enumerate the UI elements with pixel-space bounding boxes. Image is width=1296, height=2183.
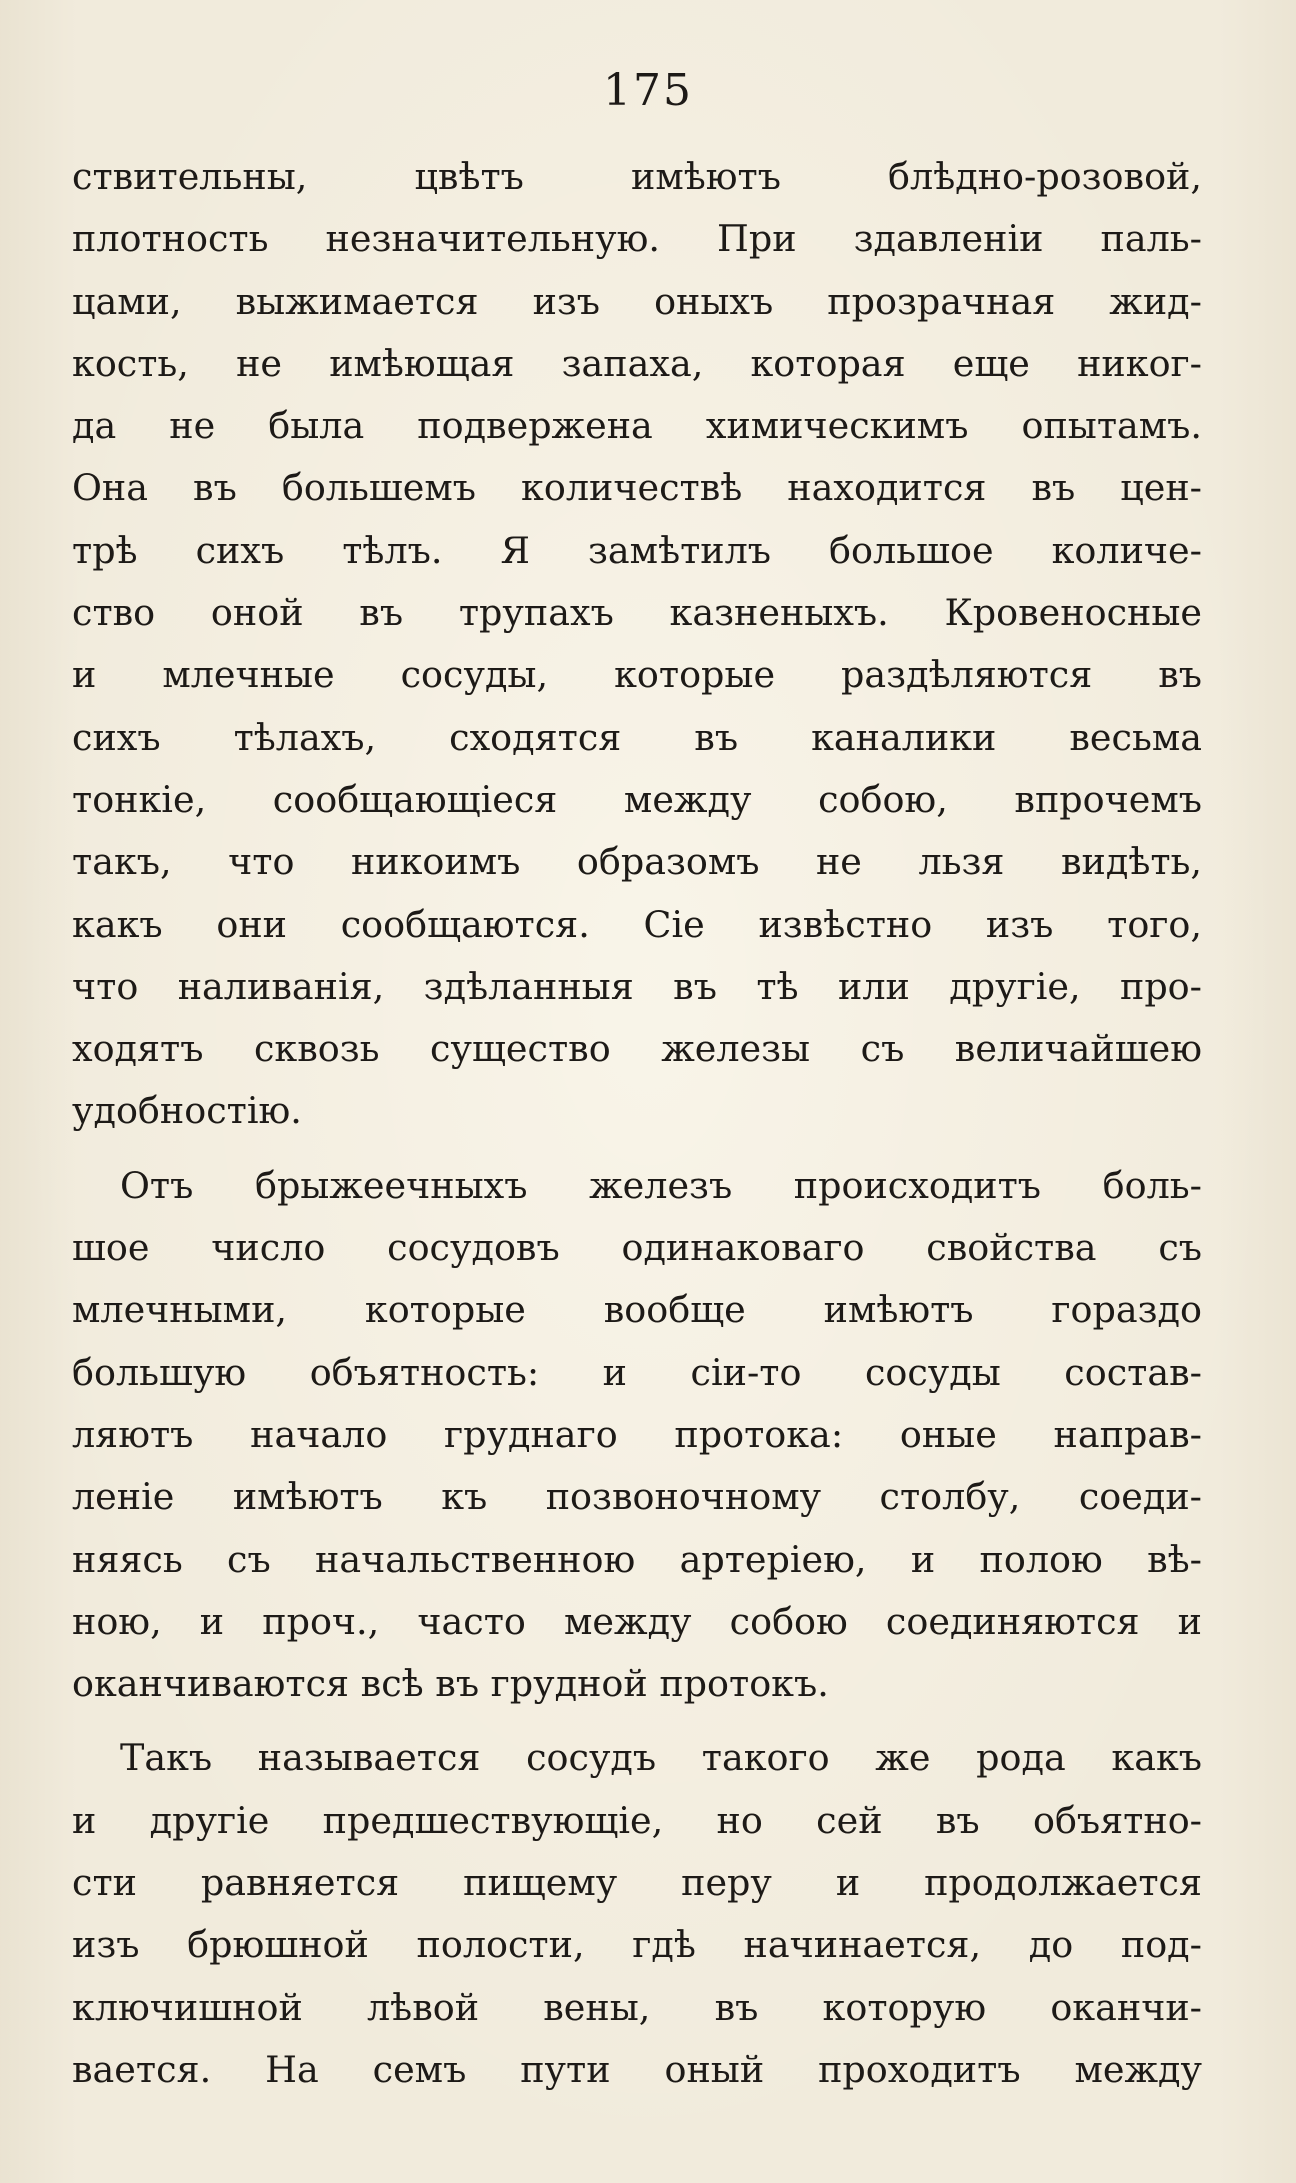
text-line: да не была подвержена химическимъ опытамъ. [72, 404, 1202, 448]
text-line: няясь съ начальственною артеріею, и полою вѣ- [72, 1537, 1202, 1581]
text-line: леніе имѣютъ къ позвоночному столбу, соеди- [72, 1475, 1202, 1519]
text-line: ходятъ сквозь существо железы съ величайшею [72, 1027, 1202, 1071]
text-line: кость, не имѣющая запаха, которая еще никог- [72, 341, 1202, 385]
text-line: что наливанія, здѣланныя въ тѣ или другіе, про- [72, 964, 1202, 1008]
paragraph-1 [72, 146, 1202, 1143]
page-number: 175 [603, 65, 693, 116]
text-line: удобностію. [72, 1089, 302, 1133]
text-line: изъ брюшной полости, гдѣ начинается, до под- [72, 1923, 1202, 1967]
text-line: и другіе предшествующіе, но сей въ объятно- [72, 1798, 1202, 1842]
text-line: Она въ большемъ количествѣ находится въ цен- [72, 466, 1202, 510]
text-line: трѣ сихъ тѣлъ. Я замѣтилъ большое количе- [72, 528, 1202, 572]
paragraph-2 [72, 1155, 1202, 1716]
text-line: ляютъ начало груднаго протока: оные направ- [72, 1412, 1202, 1456]
text-line: вается. На семъ пути оный проходитъ между [72, 2047, 1202, 2091]
text-line: оканчиваются всѣ въ грудной протокъ. [72, 1662, 829, 1706]
paragraph-gap [72, 1143, 1202, 1155]
text-line: ство оной въ трупахъ казненыхъ. Кровеносные [72, 591, 1202, 635]
text-line: такъ, что никоимъ образомъ не льзя видѣть, [72, 840, 1202, 884]
text-line: большую объятность: и сіи-то сосуды состав- [72, 1350, 1202, 1394]
text-line: ключишной лѣвой вены, въ которую оканчи- [72, 1985, 1202, 2029]
text-line: сихъ тѣлахъ, сходятся въ каналики весьма [72, 715, 1202, 759]
paragraph-gap [72, 1715, 1202, 1727]
text-line: шое число сосудовъ одинаковаго свойства съ [72, 1226, 1202, 1270]
text-line: Такъ называется сосудъ такого же рода какъ [120, 1736, 1202, 1780]
text-line: ною, и проч., часто между собою соединяются и [72, 1599, 1202, 1643]
text-line: и млечные сосуды, которые раздѣляются въ [72, 653, 1202, 697]
text-line: ствительны, цвѣтъ имѣютъ блѣдно-розовой, [72, 155, 1202, 198]
text-line: сти равняется пищему перу и продолжается [72, 1861, 1202, 1905]
paragraph-3 [72, 1727, 1202, 2101]
text-line: цами, выжимается изъ оныхъ прозрачная жид- [72, 279, 1202, 323]
text-line: какъ они сообщаются. Сіе извѣстно изъ того, [72, 902, 1202, 946]
text-line: Отъ брыжеечныхъ железъ происходитъ боль- [120, 1163, 1202, 1207]
text-line: тонкіе, сообщающіеся между собою, впрочемъ [72, 777, 1202, 821]
text-line: млечными, которые вообще имѣютъ гораздо [72, 1288, 1202, 1332]
text-line: плотность незначительную. При здавленіи паль- [72, 217, 1202, 261]
body-text [72, 146, 1202, 2101]
